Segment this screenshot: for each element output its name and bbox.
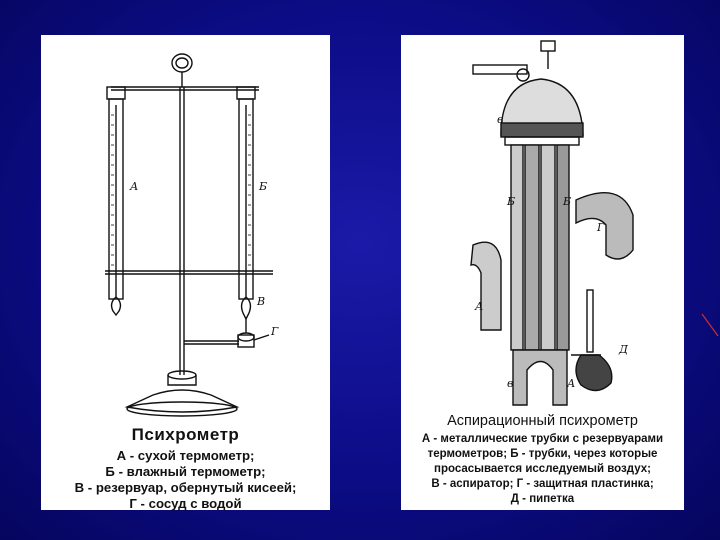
legend-line: В - резервуар, обернутый кисеей; xyxy=(74,480,297,495)
psychrometer-caption xyxy=(41,425,330,512)
legend-line: А - металлические трубки с резервуарами xyxy=(421,433,664,445)
legend-line: Б - влажный термометр; xyxy=(105,464,266,479)
aspiration-psychrometer-panel xyxy=(401,35,684,510)
label-v-top: в xyxy=(497,113,504,126)
aspiration-psychrometer-title: Аспирационный психрометр xyxy=(447,413,638,429)
label-g: Г xyxy=(597,221,605,234)
aspiration-psychrometer-illustration xyxy=(401,35,684,407)
legend-line: Г - сосуд с водой xyxy=(129,496,242,511)
decorative-stroke xyxy=(700,310,720,340)
aspiration-psychrometer-caption xyxy=(401,413,684,507)
label-b-left: Б xyxy=(507,195,516,208)
label-g: Г xyxy=(271,325,279,338)
label-a: А xyxy=(130,180,139,193)
psychrometer-panel xyxy=(41,35,330,510)
legend-line: просасывается исследуемый воздух; xyxy=(434,463,651,475)
psychrometer-illustration xyxy=(41,35,330,420)
legend-line: В - аспиратор; Г - защитная пластинка; xyxy=(431,478,654,490)
legend-line: Д - пипетка xyxy=(510,493,575,505)
label-v-bottom: в xyxy=(507,377,514,390)
psychrometer-title: Психрометр xyxy=(131,425,240,444)
label-b-right: Б xyxy=(563,195,572,208)
label-a-bottom: А xyxy=(567,377,576,390)
legend-line: термометров; Б - трубки, через которые xyxy=(427,448,658,460)
label-d: Д xyxy=(619,343,628,356)
label-b: Б xyxy=(259,180,268,193)
legend-line: А - сухой термометр; xyxy=(116,448,255,463)
label-a-detail: А xyxy=(475,300,484,313)
label-v: В xyxy=(257,295,266,308)
